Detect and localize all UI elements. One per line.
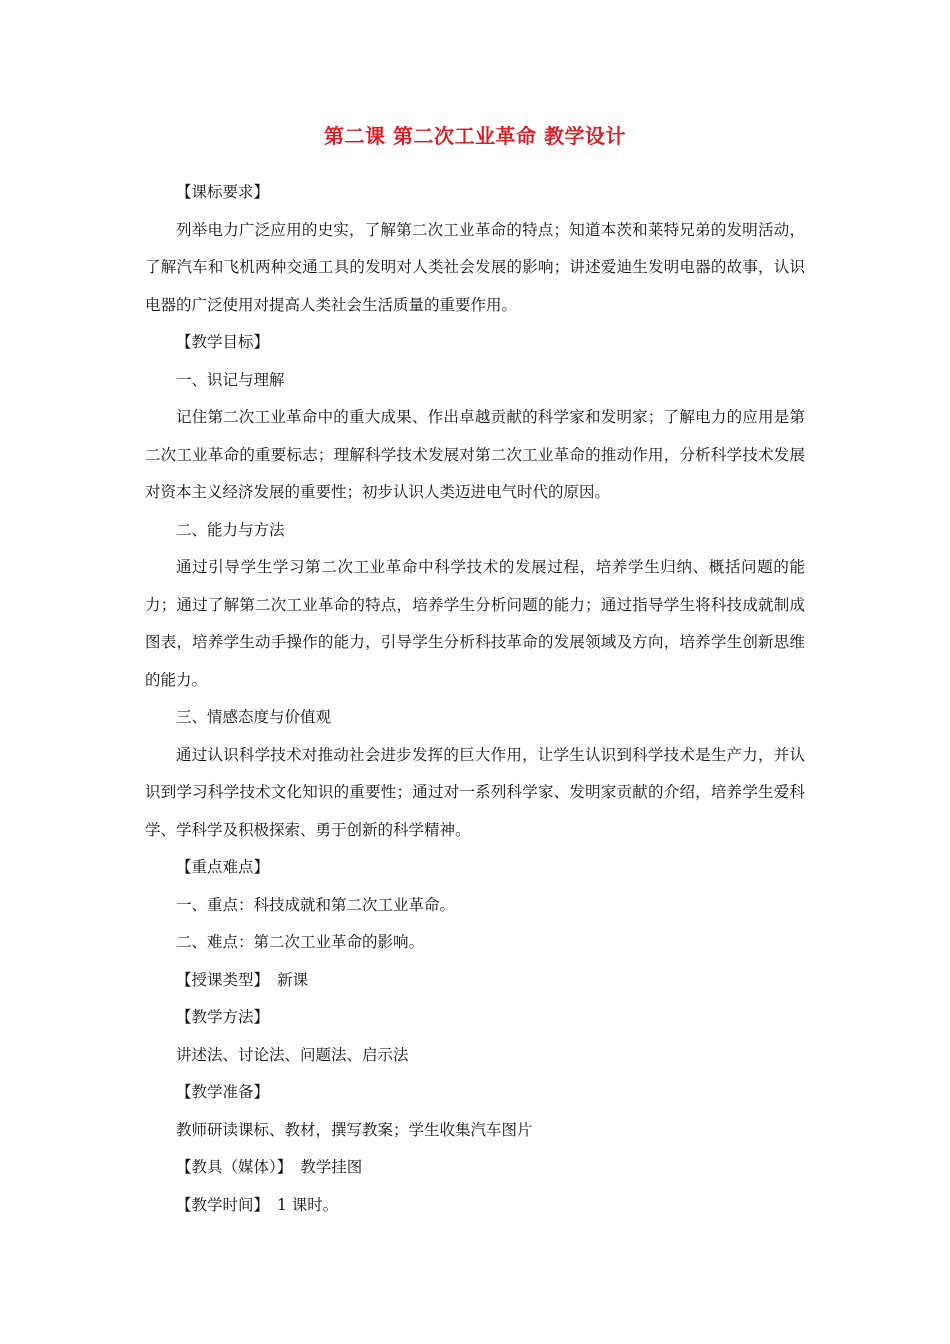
section-heading-key-points: 【重点难点】 bbox=[176, 858, 270, 876]
time-heading: 【教学时间】 bbox=[176, 1195, 270, 1214]
section-heading-goals: 【教学目标】 bbox=[176, 333, 270, 351]
method-value: 讲述法、讨论法、问题法、启示法 bbox=[176, 1045, 409, 1064]
key-point-item-2: 二、难点：第二次工业革命的影响。 bbox=[176, 933, 425, 951]
goals-subheading-2: 二、能力与方法 bbox=[176, 520, 285, 539]
lesson-type-heading: 【授课类型】 bbox=[176, 970, 270, 989]
time-row bbox=[145, 1187, 805, 1225]
section-heading-method: 【教学方法】 bbox=[176, 1008, 270, 1026]
goals-paragraph-3: 通过认识科学技术对推动社会进步发挥的巨大作用，让学生认识到科学技术是生产力，并认识到学习科学技术文化知识的重要性；通过对一系列科学家、发明家贡献的介绍，培养学生爱科学、学科学及积极探索、勇于创新的科学精神。 bbox=[145, 745, 805, 839]
lesson-type-value: 新课 bbox=[277, 970, 309, 989]
media-heading: 【教具（媒体）】 bbox=[176, 1158, 293, 1176]
goals-subheading-1: 一、识记与理解 bbox=[176, 370, 285, 389]
section-heading-curriculum: 【课标要求】 bbox=[176, 183, 270, 201]
media-value: 教学挂图 bbox=[300, 1158, 363, 1176]
curriculum-paragraph: 列举电力广泛应用的史实，了解第二次工业革命的特点；知道本茨和莱特兄弟的发明活动，了解汽车和飞机两种交通工具的发明对人类社会发展的影响；讲述爱迪生发明电器的故事，认识电器的广泛使用对提高人类社会生活质量的重要作用。 bbox=[145, 220, 805, 314]
section-heading-preparation: 【教学准备】 bbox=[176, 1083, 270, 1101]
media-row bbox=[145, 1149, 805, 1187]
document-body bbox=[145, 174, 805, 1224]
goals-paragraph-2: 通过引导学生学习第二次工业革命中科学技术的发展过程，培养学生归纳、概括问题的能力；通过了解第二次工业革命的特点，培养学生分析问题的能力；通过指导学生将科技成就制成图表，培养学生动手操作的能力，引导学生分析科技革命的发展领域及方向，培养学生创新思维的能力。 bbox=[145, 558, 805, 689]
key-point-item-1: 一、重点：科技成就和第二次工业革命。 bbox=[176, 895, 456, 914]
preparation-value: 教师研读课标、教材，撰写教案；学生收集汽车图片 bbox=[176, 1120, 533, 1139]
page-title: 第二课 第二次工业革命 教学设计 bbox=[324, 124, 626, 148]
goals-paragraph-1: 记住第二次工业革命中的重大成果、作出卓越贡献的科学家和发明家；了解电力的应用是第二次工业革命的重要标志；理解科学技术发展对第二次工业革命的推动作用，分析科学技术发展对资本主义经济发展的重要性；初步认识人类迈进电气时代的原因。 bbox=[145, 408, 805, 501]
time-value: 1 课时。 bbox=[277, 1195, 339, 1214]
lesson-type-row bbox=[145, 962, 805, 1000]
goals-subheading-3: 三、情感态度与价值观 bbox=[176, 708, 332, 726]
